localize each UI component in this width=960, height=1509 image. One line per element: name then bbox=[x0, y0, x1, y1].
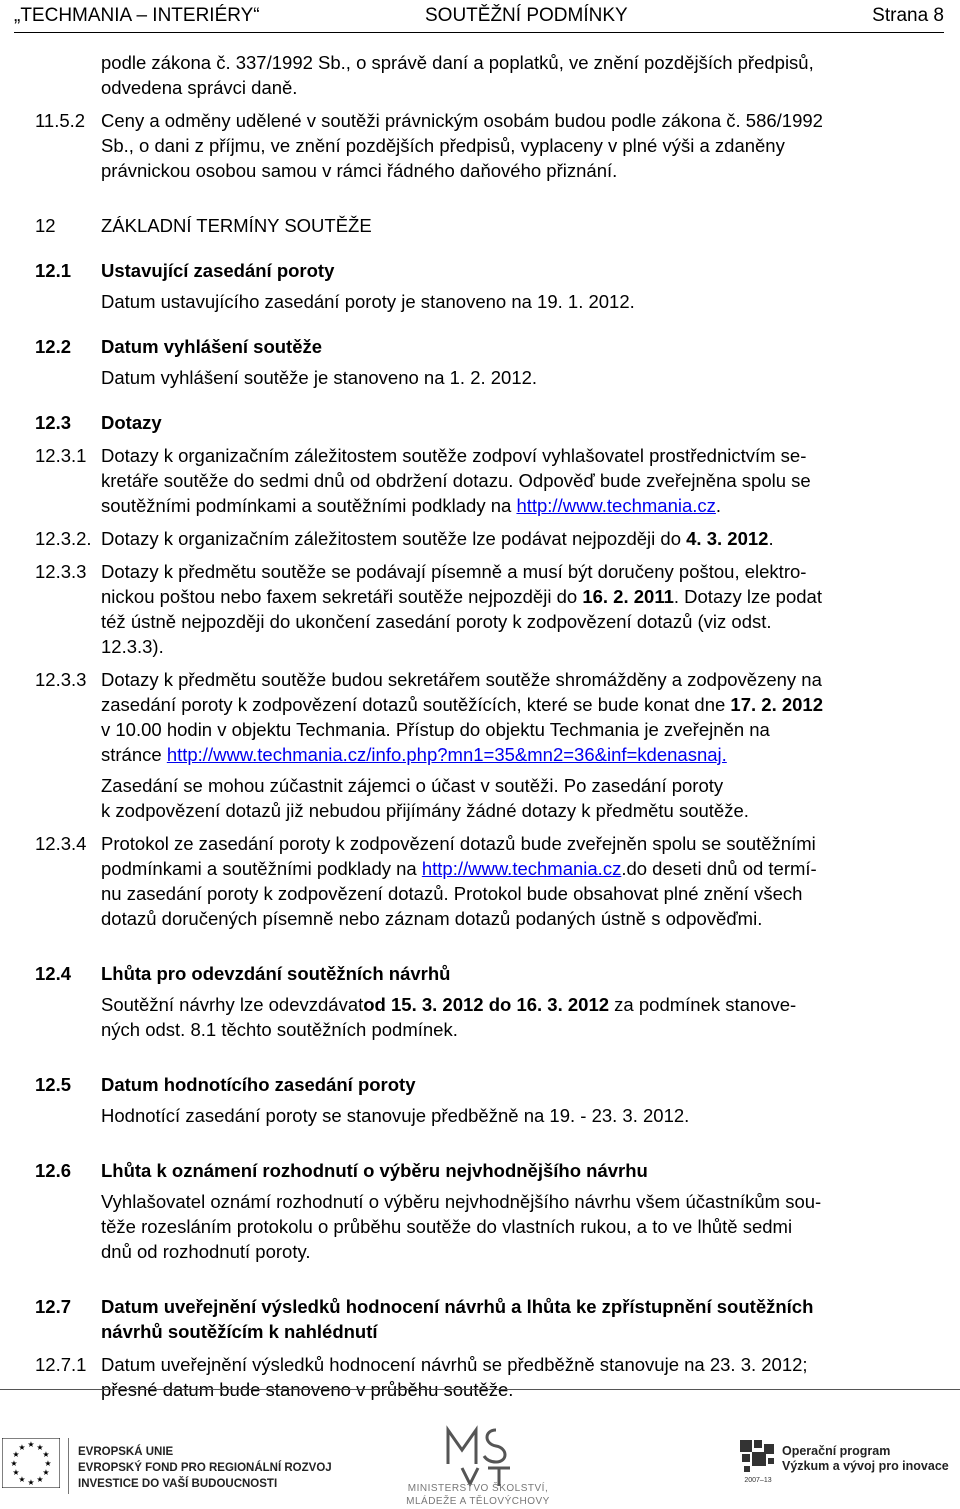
svg-text:★: ★ bbox=[18, 1443, 26, 1452]
section-12-3-4: 12.3.4 Protokol ze zasedání poroty k zodpovězení dotazů bude zveřejněn spolu se soutěžními podmínkami a soutěžními podklady na http://www.techmania.cz.do deseti dnů od termí- nu zasedání poroty k zodpovězení dotazů. Protokol bude obsahovat plné znění všech dotazů doručených písemně nebo záznam dotazů podaných ústně s odpověďmi. bbox=[35, 833, 817, 929]
text-line: dotazů doručených písemně nebo záznam dotazů podaných ústně s odpověďmi. bbox=[101, 908, 763, 929]
section-number: 12.3.4 bbox=[35, 833, 87, 854]
section-title: Ustavující zasedání poroty bbox=[101, 260, 335, 281]
section-number: 12.7 bbox=[35, 1296, 72, 1317]
svg-text:2007–13: 2007–13 bbox=[744, 1477, 772, 1484]
msmt-logo-text: MINISTERSTVO ŠKOLSTVÍ, MLÁDEŽE A TĚLOVÝCHOVY bbox=[406, 1483, 550, 1507]
section-title: Datum vyhlášení soutěže bbox=[101, 336, 323, 357]
techmania-info-link[interactable]: http://www.techmania.cz/info.php?mn1=35&mn2=36&inf=kdenasnaj. bbox=[166, 744, 727, 765]
section-number: 12.3.2. bbox=[35, 528, 92, 549]
section-number: 12.4 bbox=[35, 963, 72, 984]
text-line: podmínkami a soutěžními podklady na bbox=[101, 858, 422, 879]
section-12-2 bbox=[35, 334, 935, 390]
text-line: Datum uveřejnění výsledků hodnocení návrhů se předběžně stanovuje na 23. 3. 2012; bbox=[101, 1354, 808, 1375]
section-12-3-3-answers bbox=[35, 667, 935, 823]
section-number: 12.2 bbox=[35, 336, 72, 357]
section-number: 12.5 bbox=[35, 1074, 72, 1095]
header-document-title: SOUTĚŽNÍ PODMÍNKY bbox=[425, 5, 628, 26]
section-12-3 bbox=[35, 410, 935, 435]
section-12-1 bbox=[35, 258, 935, 314]
logo-divider bbox=[68, 1438, 69, 1494]
document-body bbox=[35, 50, 935, 1402]
meeting-date: 17. 2. 2012 bbox=[730, 694, 824, 715]
section-number: 11.5.2 bbox=[35, 110, 86, 131]
section-title-continued: návrhů soutěžícím k nahlédnutí bbox=[101, 1321, 378, 1342]
text-line: Soutěžní návrhy lze odevzdávat bbox=[101, 994, 364, 1015]
section-12-3-3-submission: 12.3.3 Dotazy k předmětu soutěže se podávají písemně a musí být doručeny poštou, elektro- nickou poštou nebo faxem sekretáři soutěže nejpozději do 16. 2. 2011. Dotazy lze podat též ústně nejpozději do ukončení zasedání poroty k zodpovězení dotazů (viz odst. 12.3.3). bbox=[35, 561, 822, 657]
section-number: 12.3 bbox=[35, 412, 72, 433]
svg-text:★: ★ bbox=[42, 1468, 50, 1477]
text-line: dnů od rozhodnutí poroty. bbox=[101, 1241, 311, 1262]
svg-text:★: ★ bbox=[18, 1475, 26, 1484]
svg-text:★: ★ bbox=[12, 1450, 20, 1459]
section-number: 12.3.3 bbox=[35, 561, 87, 582]
text-line: právnickou osobou samou v rámci řádného daňového přiznání. bbox=[101, 160, 618, 181]
section-text: Datum ustavujícího zasedání poroty je stanoveno na 19. 1. 2012. bbox=[101, 291, 635, 312]
text-line: Ceny a odměny udělené v soutěži právnickým osobám budou podle zákona č. 586/1992 bbox=[101, 110, 823, 131]
techmania-link[interactable]: http://www.techmania.cz bbox=[421, 858, 622, 879]
paragraph-continuation bbox=[35, 50, 935, 100]
header-page-number: Strana 8 bbox=[872, 5, 944, 26]
section-number: 12.3.3 bbox=[35, 669, 87, 690]
svg-text:★: ★ bbox=[44, 1459, 52, 1468]
techmania-link[interactable]: http://www.techmania.cz bbox=[516, 495, 716, 516]
svg-text:★: ★ bbox=[12, 1468, 20, 1477]
section-12-5 bbox=[35, 1072, 935, 1128]
svg-text:★: ★ bbox=[10, 1459, 18, 1468]
text-line: v 10.00 hodin v objektu Techmania. Přístup do objektu Techmania je zveřejněn na bbox=[101, 719, 770, 740]
text-line: 12.3.3). bbox=[101, 636, 164, 657]
text-line: soutěžními podmínkami a soutěžními podklady na bbox=[101, 495, 517, 516]
deadline-date: 4. 3. 2012 bbox=[686, 528, 769, 549]
svg-text:★: ★ bbox=[42, 1450, 50, 1459]
section-text: Datum vyhlášení soutěže je stanoveno na 1. 2. 2012. bbox=[101, 367, 538, 388]
text-line: Dotazy k organizačním záležitostem soutěže lze podávat nejpozději do bbox=[101, 528, 687, 549]
text-line: stránce bbox=[101, 744, 167, 765]
header-project-title: „TECHMANIA – INTERIÉRY“ bbox=[14, 5, 260, 26]
section-title: Lhůta k oznámení rozhodnutí o výběru nejvhodnějšího návrhu bbox=[101, 1160, 648, 1181]
section-12-3-1: 12.3.1 Dotazy k organizačním záležitostem soutěže zodpoví vyhlašovatel prostřednictvím se- kretáře soutěže do sedmi dnů od obdržení dotazu. Odpověď bude zveřejněna spolu se soutěžními podmínkami a soutěžními podklady na http://www.techmania.cz. bbox=[35, 445, 811, 516]
section-title: ZÁKLADNÍ TERMÍNY SOUTĚŽE bbox=[101, 215, 372, 236]
msmt-logo-icon bbox=[440, 1424, 518, 1488]
section-number: 12 bbox=[35, 215, 56, 236]
page-header bbox=[14, 2, 944, 33]
svg-text:★: ★ bbox=[27, 1440, 35, 1449]
section-title: Dotazy bbox=[101, 412, 162, 433]
svg-text:★: ★ bbox=[36, 1443, 44, 1452]
section-12-4: 12.4 Lhůta pro odevzdání soutěžních návrhů Soutěžní návrhy lze odevzdávatod 15. 3. 2012 do 16. 3. 2012 za podmínek stanove- ných odst. 8.1 těchto soutěžních podmínek. bbox=[35, 963, 797, 1040]
section-title: Lhůta pro odevzdání soutěžních návrhů bbox=[101, 963, 451, 984]
text-line: Vyhlašovatel oznámí rozhodnutí o výběru nejvhodnějšího návrhu všem účastníkům sou- bbox=[101, 1191, 822, 1212]
section-12-6 bbox=[35, 1158, 935, 1264]
text-line: Dotazy k předmětu soutěže budou sekretářem soutěže shromážděny a zodpovězeny na bbox=[101, 669, 822, 690]
text-line: přesné datum bude stanoveno v průběhu soutěže. bbox=[101, 1379, 514, 1400]
section-number: 12.6 bbox=[35, 1160, 72, 1181]
text-line: k zodpovězení dotazů již nebudou přijímány žádné dotazy k předmětu soutěže. bbox=[101, 800, 749, 821]
eu-flag-icon bbox=[2, 1438, 60, 1488]
text-line: zasedání poroty k zodpovězení dotazů soutěžících, které se bude konat dne bbox=[101, 694, 731, 715]
section-title: Datum uveřejnění výsledků hodnocení návrhů a lhůta ke zpřístupnění soutěžních bbox=[101, 1296, 814, 1317]
text-line: odvedena správci daně. bbox=[101, 77, 298, 98]
section-12-7 bbox=[35, 1294, 935, 1344]
text-line: nickou poštou nebo faxem sekretáři soutěže nejpozději do bbox=[101, 586, 583, 607]
section-text: Hodnotící zasedání poroty se stanovuje předběžně na 19. - 23. 3. 2012. bbox=[101, 1105, 690, 1126]
text-line: též ústně nejpozději do ukončení zasedání poroty k zodpovězení dotazů (viz odst. bbox=[101, 611, 772, 632]
section-number: 12.7.1 bbox=[35, 1354, 87, 1375]
text-line: podle zákona č. 337/1992 Sb., o správě daní a poplatků, ve znění pozdějších předpisů, bbox=[101, 52, 814, 73]
section-12-heading bbox=[35, 213, 935, 238]
text-line: Protokol ze zasedání poroty k zodpovězení dotazů bude zveřejněn spolu se soutěžními bbox=[101, 833, 816, 854]
op-vavpi-logo-text: Operační program Výzkum a vývoj pro inovace bbox=[782, 1444, 949, 1473]
text-line: nu zasedání poroty k zodpovězení dotazů. Protokol bude obsahovat plné znění všech bbox=[101, 883, 803, 904]
text-line: ných odst. 8.1 těchto soutěžních podmínek. bbox=[101, 1019, 458, 1040]
deadline-date: 16. 2. 2011 bbox=[582, 586, 674, 607]
text-line: kretáře soutěže do sedmi dnů od obdržení dotazu. Odpověď bude zveřejněna spolu se bbox=[101, 470, 811, 491]
svg-text:★: ★ bbox=[27, 1478, 35, 1487]
section-12-3-2: 12.3.2. Dotazy k organizačním záležitostem soutěže lze podávat nejpozději do 4. 3. 2012. bbox=[35, 528, 774, 549]
text-line: Dotazy k předmětu soutěže se podávají písemně a musí být doručeny poštou, elektro- bbox=[101, 561, 807, 582]
op-vavpi-logo-icon bbox=[738, 1438, 778, 1484]
section-11-5-2 bbox=[35, 108, 935, 183]
text-line: Dotazy k organizačním záležitostem soutěže zodpoví vyhlašovatel prostřednictvím se- bbox=[101, 445, 807, 466]
text-line: Zasedání se mohou zúčastnit zájemci o účast v soutěži. Po zasedání poroty bbox=[101, 775, 724, 796]
svg-text:★: ★ bbox=[36, 1475, 44, 1484]
text-line: těže rozesláním protokolu o průběhu soutěže do vlastních rukou, a to ve lhůtě sedmi bbox=[101, 1216, 793, 1237]
eu-logo-text: EVROPSKÁ UNIE EVROPSKÝ FOND PRO REGIONÁLNÍ ROZVOJ INVESTICE DO VAŠÍ BUDOUCNOSTI bbox=[78, 1446, 332, 1490]
page-footer bbox=[0, 1389, 960, 1509]
section-title: Datum hodnotícího zasedání poroty bbox=[101, 1074, 416, 1095]
text-line: Sb., o dani z příjmu, ve znění pozdějších předpisů, vyplaceny v plné výši a zdaněny bbox=[101, 135, 785, 156]
section-number: 12.1 bbox=[35, 260, 72, 281]
submission-period: od 15. 3. 2012 do 16. 3. 2012 bbox=[363, 994, 610, 1015]
section-number: 12.3.1 bbox=[35, 445, 87, 466]
